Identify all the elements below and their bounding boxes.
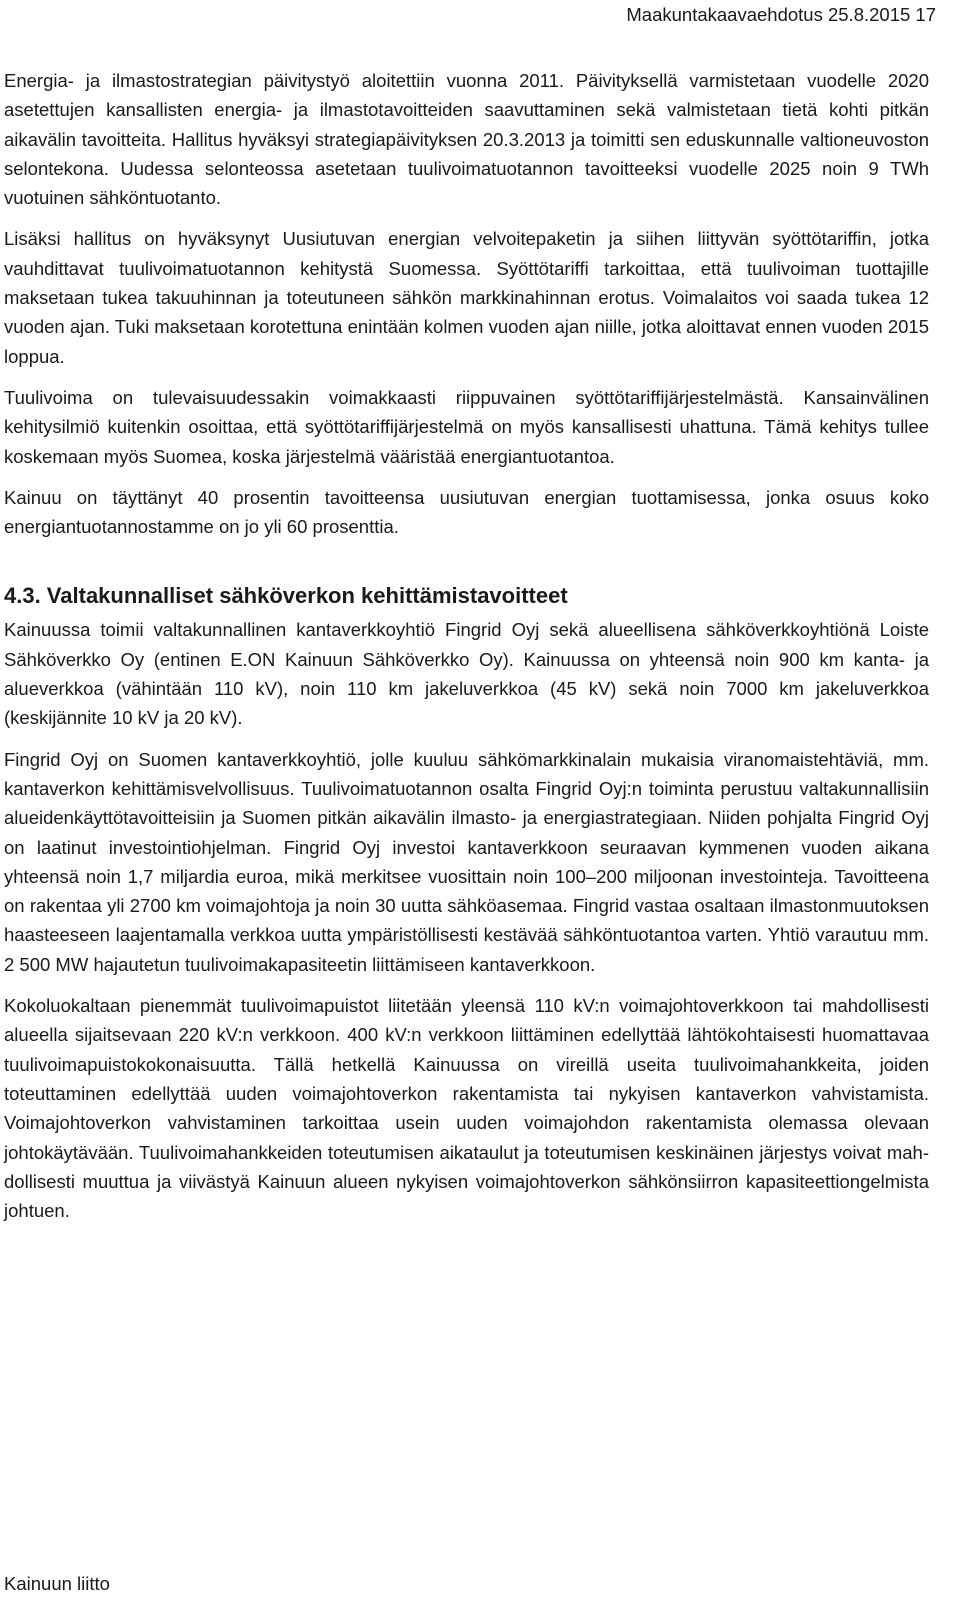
section-heading: 4.3. Valtakunnalliset sähköverkon kehittämistavoitteet	[4, 583, 568, 609]
paragraph-feed-in-tariff: Lisäksi hallitus on hyväksynyt Uusiutuvan energian velvoitepaketin ja siihen liittyvän syöttötariffin, jotka vauhdittavat tuulivoimatuotannon kehitystä Suomessa. Syöttötariffi tarkoittaa, että tuulivoiman tuottajille maksetaan tukea takuuhinnan ja toteutuneen sähkön markkinahinnan erotus. Voimalaitos voi saada tukea 12 vuoden ajan. Tuki maksetaan korotettuna enintään kolmen vuoden ajan niille, jotka aloittavat ennen vuoden 2015 loppua.	[4, 228, 929, 367]
paragraph-grid-companies: Kainuussa toimii valtakunnallinen kantaverkkoyhtiö Fingrid Oyj sekä alueellisena sähköverkkoyhtiönä Loiste Sähköverkko Oy (entinen E.ON Kainuun Sähköverkko Oy). Kainuussa on yhteensä noin 900 km kanta- ja alueverkkoa (vähintään 110 kV), noin 110 km jakeluverkkoa (45 kV) sekä noin 7000 km jakeluverkkoa (keskijännite 10 kV ja 20 kV).	[4, 619, 929, 729]
paragraph-wind-power-dependency: Tuulivoima on tulevaisuudessakin voimakkaasti riippuvainen syöttötariffijärjestelmästä. Kansainvälinen kehitysilmiö kuitenkin osoittaa, että syöttötariffijärjestelmä on myös kansallisesti uhattuna. Tämä kehitys tullee koskemaan myös Suomea, koska järjestelmä vääristää energiantuotantoa.	[4, 386, 929, 467]
paragraph-energy-strategy: Energia- ja ilmastostrategian päivitystyö aloitettiin vuonna 2011. Päivityksellä varmistetaan vuodelle 2020 asetettujen kansallisten energia- ja ilmastotavoitteiden saavuttaminen sekä valmistetaan tietä kohti pitkän aikavälin tavoitteita. Hallitus hyväksyi strategiapäivityksen 20.3.2013 ja toimitti sen eduskunnalle valtioneuvoston selontekona. Uudessa selonteossa asetetaan tuulivoimatuotannon tavoitteeksi vuodelle 2025 noin 9 TWh vuotuinen sähköntuotanto.	[4, 70, 929, 209]
document-body	[4, 66, 929, 1237]
page-footer: Kainuun liitto	[4, 1573, 110, 1594]
paragraph-kainuu-renewable-target: Kainuu on täyttänyt 40 prosentin tavoitteensa uusiutuvan energian tuottamisessa, jonka osuus koko energiantuotannostamme on jo yli 60 prosenttia.	[4, 486, 929, 538]
paragraph-fingrid-investments: Fingrid Oyj on Suomen kantaverkkoyhtiö, jolle kuuluu sähkömarkkinalain mukaisia viranomaistehtäviä, mm. kantaverkon kehittämisvelvollisuus. Tuulivoimatuotannon osalta Fingrid Oyj:n toiminta perustuu valtakunnallisiin alueidenkäyttötavoitteisiin ja Suomen pitkän aikavälin ilmasto- ja energiastrategiaan. Niiden pohjalta Fingrid Oyj on laatinut investointiohjelman. Fingrid Oyj investoi kantaverkkoon seuraavan kymmenen vuoden aikana yhteensä noin 1,7 miljardia euroa, mikä merkitsee vuosittain noin 100–200 miljoonan investointeja. Tavoitteena on rakentaa yli 2700 km voimajohtoja ja noin 30 uutta sähköasemaa. Fingrid vastaa osaltaan ilmastonmuutoksen haasteeseen laajentamalla verkkoa uutta ympäristöllisesti kestävää sähköntuotantoa varten. Yhtiö varautuu mm. 2 500 MW hajautetun tuulivoimakapasiteetin liittämiseen kantaverkkoon.	[4, 748, 929, 975]
page-header: Maakuntakaavaehdotus 25.8.2015 17	[626, 4, 936, 25]
paragraph-wind-park-connections: Kokoluokaltaan pienemmät tuulivoimapuistot liitetään yleensä 110 kV:n voimajohtoverkkoon tai mahdollisesti alueella sijaitsevaan 220 kV:n verkkoon. 400 kV:n verkkoon liittäminen edellyttää lähtökohtaisesti huomattavaa tuulivoimapuistokokonaisuutta. Tällä hetkellä Kainuussa on vireillä useita tuulivoimahankkeita, joiden toteuttaminen edellyttää uuden voimajohtoverkon rakentamista tai nykyisen kantaverkon vahvistamista. Voimajohtoverkon vahvistaminen tarkoittaa usein uuden voimajohdon rakentamista olemassa olevaan johtokäytävään. Tuulivoimahankkeiden toteutumisen aikataulut ja toteutumisen keskinäinen järjestys voivat mahdollisesti muuttua ja viivästyä Kainuun alueen nykyisen voimajohtoverkon sähkönsiirron kapasiteettiongelmista johtuen.	[4, 995, 929, 1222]
